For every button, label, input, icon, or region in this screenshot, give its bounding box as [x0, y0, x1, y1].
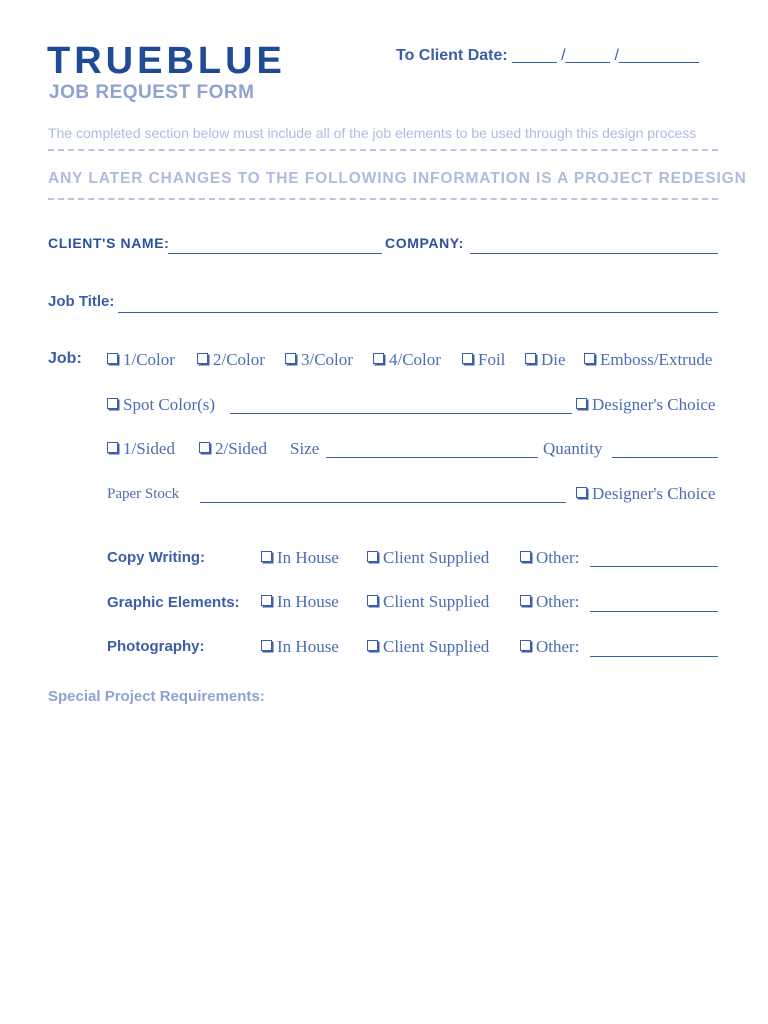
- company-field[interactable]: [470, 253, 718, 254]
- option-label: In House: [277, 637, 339, 656]
- spot-color-field[interactable]: [230, 413, 572, 414]
- option-2-color[interactable]: [197, 350, 265, 370]
- option-label: Other:: [536, 548, 580, 567]
- quantity-field[interactable]: [612, 457, 718, 458]
- photography-other[interactable]: [520, 637, 579, 657]
- graphic-elements-client-supplied[interactable]: [367, 592, 489, 612]
- dashed-divider: [48, 149, 718, 151]
- dashed-divider: [48, 198, 718, 200]
- checkbox-icon[interactable]: [107, 442, 118, 453]
- option-label: Foil: [478, 350, 506, 369]
- checkbox-icon[interactable]: [367, 595, 378, 606]
- option-emboss-extrude[interactable]: [584, 350, 712, 370]
- option-label: 1/Sided: [123, 439, 175, 458]
- form-title: JOB REQUEST FORM: [49, 82, 255, 103]
- checkbox-icon[interactable]: [367, 640, 378, 651]
- special-requirements-label: Special Project Requirements:: [48, 688, 265, 705]
- graphic-elements-label: Graphic Elements:: [107, 594, 240, 611]
- option-foil[interactable]: [462, 350, 505, 370]
- option-die[interactable]: [525, 350, 566, 370]
- quantity-label: Quantity: [543, 439, 603, 458]
- option-label: Emboss/Extrude: [600, 350, 713, 369]
- client-name-label: CLIENT'S NAME:: [48, 235, 170, 251]
- client-date-label: To Client Date:: [396, 47, 508, 64]
- option-paper-designers-choice[interactable]: [576, 484, 715, 504]
- option-3-color[interactable]: [285, 350, 353, 370]
- option-label: 2/Sided: [215, 439, 267, 458]
- option-label: Other:: [536, 592, 580, 611]
- job-label: Job:: [48, 350, 82, 367]
- checkbox-icon[interactable]: [584, 353, 595, 364]
- checkbox-icon[interactable]: [261, 595, 272, 606]
- checkbox-icon[interactable]: [520, 640, 531, 651]
- brand-logo: TRUEBLUE: [47, 40, 286, 82]
- option-label: 2/Color: [213, 350, 265, 369]
- option-label: Client Supplied: [383, 637, 490, 656]
- checkbox-icon[interactable]: [285, 353, 296, 364]
- option-label: Other:: [536, 637, 580, 656]
- checkbox-icon[interactable]: [462, 353, 473, 364]
- photography-client-supplied[interactable]: [367, 637, 489, 657]
- checkbox-icon[interactable]: [576, 487, 587, 498]
- copy-writing-other-field[interactable]: [590, 566, 718, 567]
- option-label: Client Supplied: [383, 548, 490, 567]
- photography-other-field[interactable]: [590, 656, 718, 657]
- checkbox-icon[interactable]: [261, 551, 272, 562]
- checkbox-icon[interactable]: [107, 398, 118, 409]
- size-field[interactable]: [326, 457, 538, 458]
- paper-stock-label: Paper Stock: [107, 486, 180, 502]
- option-label: Designer's Choice: [592, 484, 716, 503]
- graphic-elements-other[interactable]: [520, 592, 579, 612]
- graphic-elements-in-house[interactable]: [261, 592, 339, 612]
- copy-writing-other[interactable]: [520, 548, 579, 568]
- option-label: 4/Color: [389, 350, 441, 369]
- client-date-blanks[interactable]: _____ /_____ /_________: [512, 47, 700, 64]
- instruction-note: The completed section below must include all of the job elements to be used through this design process: [48, 125, 697, 141]
- checkbox-icon[interactable]: [107, 353, 118, 364]
- option-label: Die: [541, 350, 566, 369]
- paper-stock-field[interactable]: [200, 502, 566, 503]
- copy-writing-in-house[interactable]: [261, 548, 339, 568]
- redesign-warning: ANY LATER CHANGES TO THE FOLLOWING INFORMATION IS A PROJECT REDESIGN: [48, 170, 747, 187]
- option-2-sided[interactable]: [199, 439, 267, 459]
- option-1-color[interactable]: [107, 350, 175, 370]
- checkbox-icon[interactable]: [520, 551, 531, 562]
- checkbox-icon[interactable]: [197, 353, 208, 364]
- checkbox-icon[interactable]: [261, 640, 272, 651]
- copy-writing-client-supplied[interactable]: [367, 548, 489, 568]
- option-label: In House: [277, 592, 339, 611]
- option-label: Spot Color(s): [123, 395, 216, 414]
- photography-in-house[interactable]: [261, 637, 339, 657]
- client-date-field: [396, 47, 699, 65]
- job-title-label: Job Title:: [48, 293, 115, 310]
- option-label: In House: [277, 548, 339, 567]
- checkbox-icon[interactable]: [525, 353, 536, 364]
- option-spot-color[interactable]: [107, 395, 215, 415]
- photography-label: Photography:: [107, 638, 205, 655]
- graphic-elements-other-field[interactable]: [590, 611, 718, 612]
- option-label: Designer's Choice: [592, 395, 716, 414]
- checkbox-icon[interactable]: [199, 442, 210, 453]
- checkbox-icon[interactable]: [373, 353, 384, 364]
- option-label: 1/Color: [123, 350, 175, 369]
- checkbox-icon[interactable]: [520, 595, 531, 606]
- checkbox-icon[interactable]: [576, 398, 587, 409]
- option-label: Client Supplied: [383, 592, 490, 611]
- option-designers-choice[interactable]: [576, 395, 715, 415]
- option-label: 3/Color: [301, 350, 353, 369]
- option-1-sided[interactable]: [107, 439, 175, 459]
- size-label: Size: [290, 439, 320, 458]
- option-4-color[interactable]: [373, 350, 441, 370]
- copy-writing-label: Copy Writing:: [107, 549, 206, 566]
- job-title-field[interactable]: [118, 312, 718, 313]
- checkbox-icon[interactable]: [367, 551, 378, 562]
- company-label: COMPANY:: [385, 235, 464, 251]
- client-name-field[interactable]: [168, 253, 382, 254]
